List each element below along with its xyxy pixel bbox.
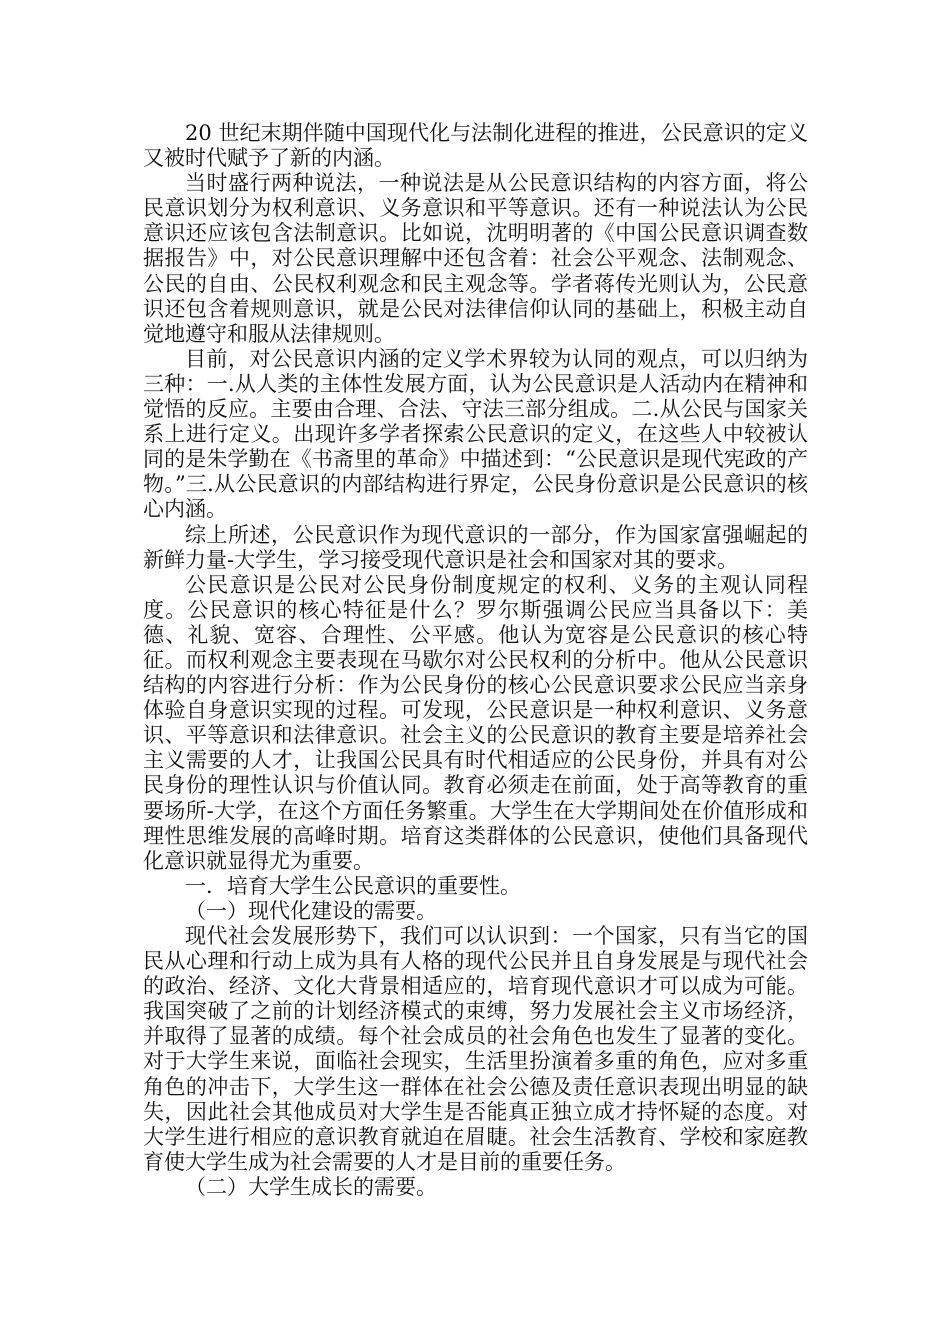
paragraph-modern-society: 现代社会发展形势下，我们可以认识到：一个国家，只有当它的国民从心理和行动上成为具有人格的现代公民并且自身发展是与现代社会的政治、经济、文化大背景相适应的，培育现代意识才可以成为可能。我国突破了之前的计划经济模式的束缚，努力发展社会主义市场经济，并取得了显著的成绩。每个社会成员的社会角色也发生了显著的变化。对于大学生来说，面临社会现实，生活里扮演着多重的角色，应对多重角色的冲击下，大学生这一群体在社会公德及责任意识表现出明显的缺失，因此社会其他成员对大学生是否能真正独立成才持怀疑的态度。对大学生进行相应的意识教育就迫在眉睫。社会生活教育、学校和家庭教育使大学生成为社会需要的人才是目前的重要任务。 <box>143 924 808 1174</box>
paragraph-three-definitions: 目前，对公民意识内涵的定义学术界较为认同的观点，可以归纳为三种：一.从人类的主体性发展方面，认为公民意识是人活动内在精神和觉悟的反应。主要由合理、合法、守法三部分组成。二.从公民与国家关系上进行定义。出现许多学者探索公民意识的定义，在这些人中较被认同的是朱学勤在《书斋里的革命》中描述到：“公民意识是现代宪政的产物。”三.从公民意识的内部结构进行界定，公民身份意识是公民意识的核心内涵。 <box>143 346 808 522</box>
paragraph-civic-awareness: 公民意识是公民对公民身份制度规定的权利、义务的主观认同程度。公民意识的核心特征是什么？罗尔斯强调公民应当具备以下：美德、礼貌、宽容、合理性、公平感。他认为宽容是公民意识的核心特征。而权利观念主要表现在马歇尔对公民权利的分析中。他从公民意识结构的内容进行分析：作为公民身份的核心公民意识要求公民应当亲身体验自身意识实现的过程。可发现，公民意识是一种权利意识、义务意识、平等意识和法律意识。社会主义的公民意识的教育主要是培养社会主义需要的人才，让我国公民具有时代相适应的公民身份，并具有对公民身份的理性认识与价值认同。教育必须走在前面，处于高等教育的重要场所-大学，在这个方面任务繁重。大学生在大学期间处在价值形成和理性思维发展的高峰时期。培育这类群体的公民意识，使他们具备现代化意识就显得尤为重要。 <box>143 572 808 873</box>
subsection-heading-modernization: （一）现代化建设的需要。 <box>185 898 437 923</box>
document-body <box>143 121 808 1200</box>
paragraph-definition-intro: 20 世纪末期伴随中国现代化与法制化进程的推进，公民意识的定义又被时代赋予了新的内涵。 <box>143 121 808 171</box>
section-heading-importance: 一．培育大学生公民意识的重要性。 <box>185 873 521 898</box>
paragraph-two-views: 当时盛行两种说法，一种说法是从公民意识结构的内容方面，将公民意识划分为权利意识、义务意识和平等意识。还有一种说法认为公民意识还应该包含法制意识。比如说，沈明明著的《中国公民意识调查数据报告》中，对公民意识理解中还包含着：社会公平观念、法制观念、公民的自由、公民权利观念和民主观念等。学者蒋传光则认为，公民意识还包含着规则意识，就是公民对法律信仰认同的基础上，积极主动自觉地遵守和服从法律规则。 <box>143 171 808 346</box>
paragraph-summary: 综上所述，公民意识作为现代意识的一部分，作为国家富强崛起的新鲜力量-大学生，学习接受现代意识是社会和国家对其的要求。 <box>143 522 808 572</box>
subsection-heading-student-growth: （二）大学生成长的需要。 <box>185 1174 437 1199</box>
